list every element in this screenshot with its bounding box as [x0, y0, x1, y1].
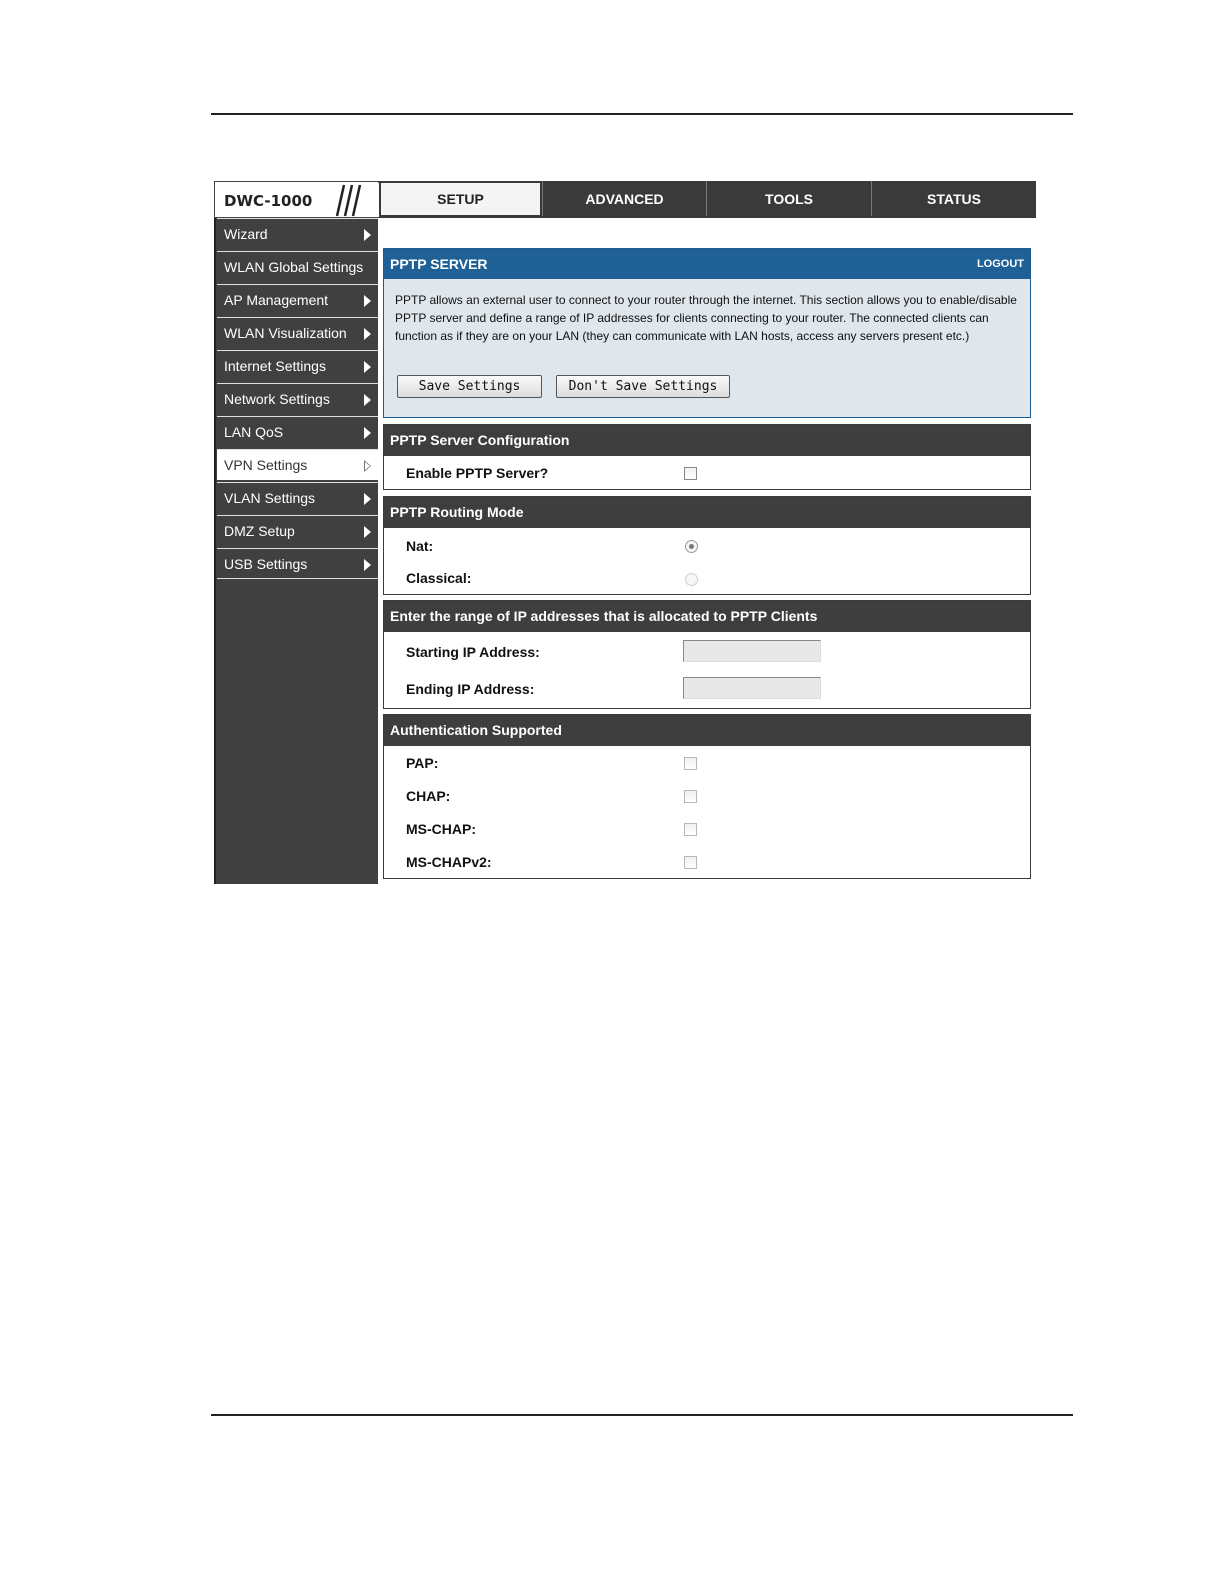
model-logo-box [214, 181, 379, 218]
sidebar-item-internet-settings[interactable] [217, 350, 378, 381]
sidebar-item-label: LAN QoS [224, 424, 284, 440]
sidebar-item-label: Wizard [224, 226, 268, 242]
chevron-right-icon [364, 427, 371, 439]
starting-ip-input[interactable] [683, 640, 821, 662]
nat-radio[interactable] [685, 540, 698, 553]
save-settings-button[interactable]: Save Settings [397, 375, 542, 398]
chevron-right-icon [364, 559, 371, 571]
panel-header [384, 249, 1030, 279]
sidebar-item-wizard[interactable] [217, 218, 378, 249]
top-navigation-bar [214, 181, 1036, 218]
pptp-server-panel [383, 248, 1031, 418]
section-header: Enter the range of IP addresses that is allocated to PPTP Clients [384, 601, 1030, 632]
tab-tools[interactable]: TOOLS [706, 181, 871, 216]
pap-checkbox[interactable] [684, 757, 697, 770]
chevron-right-icon [364, 229, 371, 241]
classical-label: Classical: [406, 570, 472, 586]
chevron-right-icon [364, 460, 371, 472]
classical-radio[interactable] [685, 573, 698, 586]
section-header: PPTP Server Configuration [384, 425, 1030, 456]
enable-pptp-checkbox[interactable] [684, 467, 697, 480]
sidebar-item-label: AP Management [224, 292, 329, 308]
page-top-rule [211, 113, 1073, 115]
routing-mode-section [383, 496, 1031, 595]
sidebar-item-label: VLAN Settings [224, 490, 316, 506]
sidebar-item-label: WLAN Global Settings [224, 259, 364, 275]
ms-chap-label: MS-CHAP: [406, 821, 476, 837]
sidebar-item-wlan-global-settings[interactable] [217, 251, 378, 282]
sidebar-item-label: VPN Settings [224, 457, 308, 473]
dont-save-settings-button[interactable]: Don't Save Settings [556, 375, 730, 398]
server-config-section [383, 424, 1031, 490]
chevron-right-icon [364, 394, 371, 406]
panel-description: PPTP allows an external user to connect to your router through the internet. This section allows you to enable/disable PPTP server and define a range of IP addresses for clients connecting to your router. The connected clients can function as if they are on your LAN (they can communicate with LAN hosts, access any servers present etc.) [395, 293, 1017, 343]
chevron-right-icon [364, 526, 371, 538]
logout-link[interactable]: LOGOUT [976, 258, 1024, 270]
tab-setup[interactable]: SETUP [379, 181, 542, 217]
page-title: PPTP SERVER [390, 256, 488, 272]
chevron-right-icon [364, 295, 371, 307]
tab-advanced[interactable]: ADVANCED [542, 181, 706, 216]
sidebar [214, 218, 378, 884]
ip-range-section [383, 600, 1031, 709]
ms-chap-checkbox[interactable] [684, 823, 697, 836]
sidebar-item-label: WLAN Visualization [224, 325, 347, 341]
sidebar-item-label: DMZ Setup [224, 523, 295, 539]
sidebar-item-vlan-settings[interactable] [217, 482, 378, 513]
sidebar-item-vpn-settings[interactable] [217, 449, 378, 480]
nat-label: Nat: [406, 538, 434, 554]
enable-pptp-label: Enable PPTP Server? [406, 465, 549, 481]
sidebar-item-dmz-setup[interactable] [217, 515, 378, 546]
starting-ip-label: Starting IP Address: [406, 644, 540, 660]
sidebar-item-label: Internet Settings [224, 358, 326, 374]
sidebar-item-label: Network Settings [224, 391, 330, 407]
ms-chapv2-checkbox[interactable] [684, 856, 697, 869]
ending-ip-label: Ending IP Address: [406, 681, 535, 697]
sidebar-item-wlan-visualization[interactable] [217, 317, 378, 348]
chevron-right-icon [364, 493, 371, 505]
page-bottom-rule [211, 1414, 1073, 1416]
ending-ip-input[interactable] [683, 677, 821, 699]
main-tabs [379, 181, 1036, 218]
model-name: DWC-1000 [224, 192, 313, 210]
section-header: PPTP Routing Mode [384, 497, 1030, 528]
slashes-logo-icon [315, 183, 379, 217]
sidebar-item-network-settings[interactable] [217, 383, 378, 414]
sidebar-item-lan-qos[interactable] [217, 416, 378, 447]
chap-checkbox[interactable] [684, 790, 697, 803]
chap-label: CHAP: [406, 788, 451, 804]
sidebar-item-label: USB Settings [224, 556, 308, 572]
chevron-right-icon [364, 361, 371, 373]
section-header: Authentication Supported [384, 715, 1030, 746]
chevron-right-icon [364, 328, 371, 340]
sidebar-item-usb-settings[interactable] [217, 548, 378, 579]
authentication-section [383, 714, 1031, 879]
sidebar-item-ap-management[interactable] [217, 284, 378, 315]
ms-chapv2-label: MS-CHAPv2: [406, 854, 492, 870]
tab-status[interactable]: STATUS [871, 181, 1036, 216]
pap-label: PAP: [406, 755, 439, 771]
